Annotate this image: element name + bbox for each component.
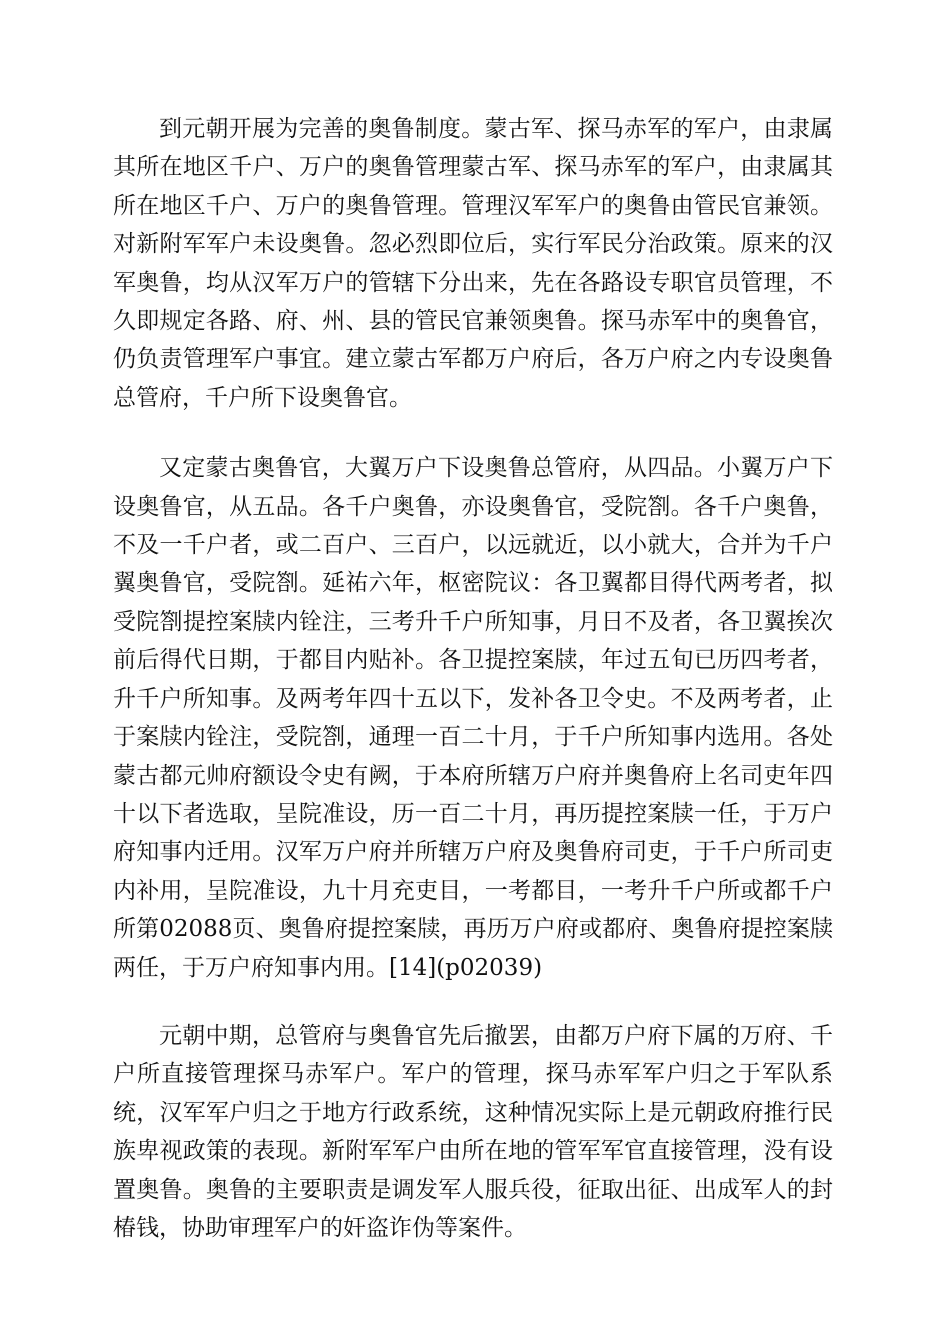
paragraph-3: 元朝中期，总管府与奥鲁官先后撤罢，由都万户府下属的万府、千户所直接管理探马赤军户。军户的管理，探马赤军军户归之于军队系统，汉军军户归之于地方行政系统，这种情况实际上是元朝政府推行民族卑视政策的表现。新附军军户由所在地的管军军官直接管理，没有设置奥鲁。奥鲁的主要职责是调发军人服兵役，征取出征、出成军人的封椿钱，协助审理军户的奸盗诈伪等案件。 [113, 1022, 833, 1241]
paragraph-1: 到元朝开展为完善的奥鲁制度。蒙古军、探马赤军的军户，由隶属其所在地区千户、万户的奥鲁管理蒙古军、探马赤军的军户，由隶属其所在地区千户、万户的奥鲁管理。管理汉军军户的奥鲁由管民官兼领。对新附军军户未设奥鲁。忽必烈即位后，实行军民分治政策。原来的汉军奥鲁，均从汉军万户的管辖下分出来，先在各路设专职官员管理，不久即规定各路、府、州、县的管民官兼领奥鲁。探马赤军中的奥鲁官，仍负责管理军户事宜。建立蒙古军都万户府后，各万户府之内专设奥鲁总管府，千户所下设奥鲁官。 [113, 116, 833, 411]
document-page [113, 110, 833, 1247]
paragraph-2: 又定蒙古奥鲁官，大翼万户下设奥鲁总管府，从四品。小翼万户下设奥鲁官，从五品。各千户奥鲁，亦设奥鲁官，受院劄。各千户奥鲁，不及一千户者，或二百户、三百户，以远就近，以小就大，合并为千户翼奥鲁官，受院劄。延祐六年，枢密院议：各卫翼都目得代两考者，拟受院劄提控案牍内铨注，三考升千户所知事，月日不及者，各卫翼挨次前后得代日期，于都目内贴补。各卫提控案牍，年过五旬已历四考者，升千户所知事。及两考年四十五以下，发补各卫令史。不及两考者，止于案牍内铨注，受院劄，通理一百二十月，于千户所知事内选用。各处蒙古都元帅府额设令史有阙，于本府所辖万户府并奥鲁府上名司吏年四十以下者选取，呈院准设，历一百二十月，再历提控案牍一任，于万户府知事内迁用。汉军万户府并所辖万户府及奥鲁府司吏，于千户所司吏内补用，呈院准设，九十月充吏目，一考都目，一考升千户所或都千户所第02088页、奥鲁府提控案牍，再历万户府或都府、奥鲁府提控案牍两任，于万户府知事内用。[14](p02039) [113, 455, 833, 981]
